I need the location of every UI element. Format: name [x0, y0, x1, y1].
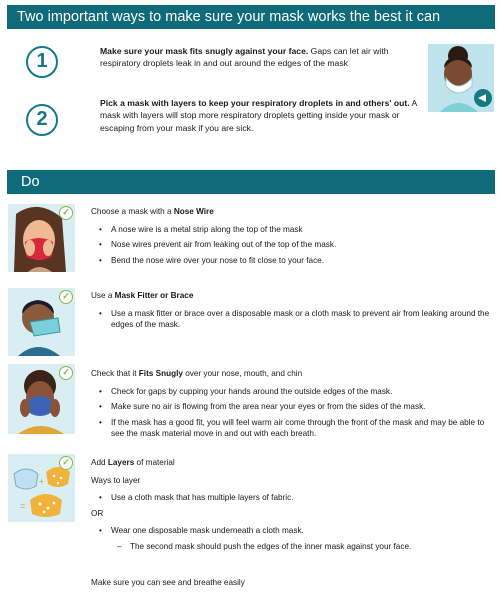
list-item: • Nose wires prevent air from leaking out of the top of the mask.: [91, 239, 496, 251]
nose-wire-heading: Choose a mask with a Nose Wire: [91, 207, 214, 216]
list-item: • If the mask has a good fit, you will feel warm air come through the front of the mask and may be able to see the mask material move in and out with each breath.: [91, 417, 496, 440]
ways-to-layer-label: Ways to layer: [91, 475, 141, 485]
number-one-badge: 1: [26, 46, 58, 78]
list-item: • A nose wire is a metal strip along the top of the mask: [91, 224, 496, 236]
snug-fit-illustration: [8, 364, 75, 434]
intro-item-1-text: Gaps can let air with respiratory droplets leak in and out around the edges of the mask: [100, 46, 389, 69]
intro-item-1: [100, 45, 422, 70]
list-item: • Bend the nose wire over your nose to fit close to your face.: [91, 255, 496, 267]
or-label: OR: [91, 508, 104, 518]
list-item: • Use a cloth mask that has multiple layers of fabric.: [91, 492, 496, 504]
snug-fit-heading: Check that it Fits Snugly over your nose, mouth, and chin: [91, 369, 303, 378]
list-item: • Check for gaps by cupping your hands around the outside edges of the mask.: [91, 386, 496, 398]
intro-item-2-bold: Pick a mask with layers to keep your respiratory droplets in and others' out.: [100, 98, 410, 108]
intro-item-2: [100, 97, 422, 134]
check-icon: ✓: [59, 290, 73, 304]
do-banner: Do: [7, 170, 495, 194]
mask-fit-illustration: [428, 44, 494, 112]
top-banner: Two important ways to make sure your mask works the best it can: [7, 5, 495, 29]
sub-list-item: – The second mask should push the edges of the inner mask against your face.: [91, 541, 496, 553]
list-item: • Make sure no air is flowing from the area near your eyes or from the sides of the mask.: [91, 401, 496, 413]
final-note: Make sure you can see and breathe easily: [91, 578, 245, 587]
svg-text:+: +: [39, 477, 44, 486]
list-item: • Use a mask fitter or brace over a disposable mask or a cloth mask to prevent air from leaking around the edges of the mask.: [91, 308, 496, 331]
mask-fitter-section: [91, 290, 496, 335]
intro-item-2-text: A mask with layers will stop more respiratory droplets getting inside your mask or escaping from your mask if you are sick.: [100, 98, 417, 133]
list-item: • Wear one disposable mask underneath a cloth mask.: [91, 525, 496, 537]
intro-item-1-bold: Make sure your mask fits snugly against your face.: [100, 46, 309, 56]
layers-section: [91, 457, 496, 557]
check-icon: ✓: [59, 456, 73, 470]
svg-text:=: =: [20, 501, 26, 511]
nose-wire-illustration: [8, 204, 75, 272]
mask-fitter-illustration: [8, 288, 75, 356]
layers-heading: Add Layers of material: [91, 458, 175, 467]
number-two-badge: 2: [26, 104, 58, 136]
check-icon: ✓: [59, 206, 73, 220]
nose-wire-section: [91, 206, 496, 270]
snug-fit-section: [91, 368, 496, 444]
mask-fitter-heading: Use a Mask Fitter or Brace: [91, 291, 194, 300]
check-icon: ✓: [59, 366, 73, 380]
layers-illustration: [8, 454, 75, 522]
